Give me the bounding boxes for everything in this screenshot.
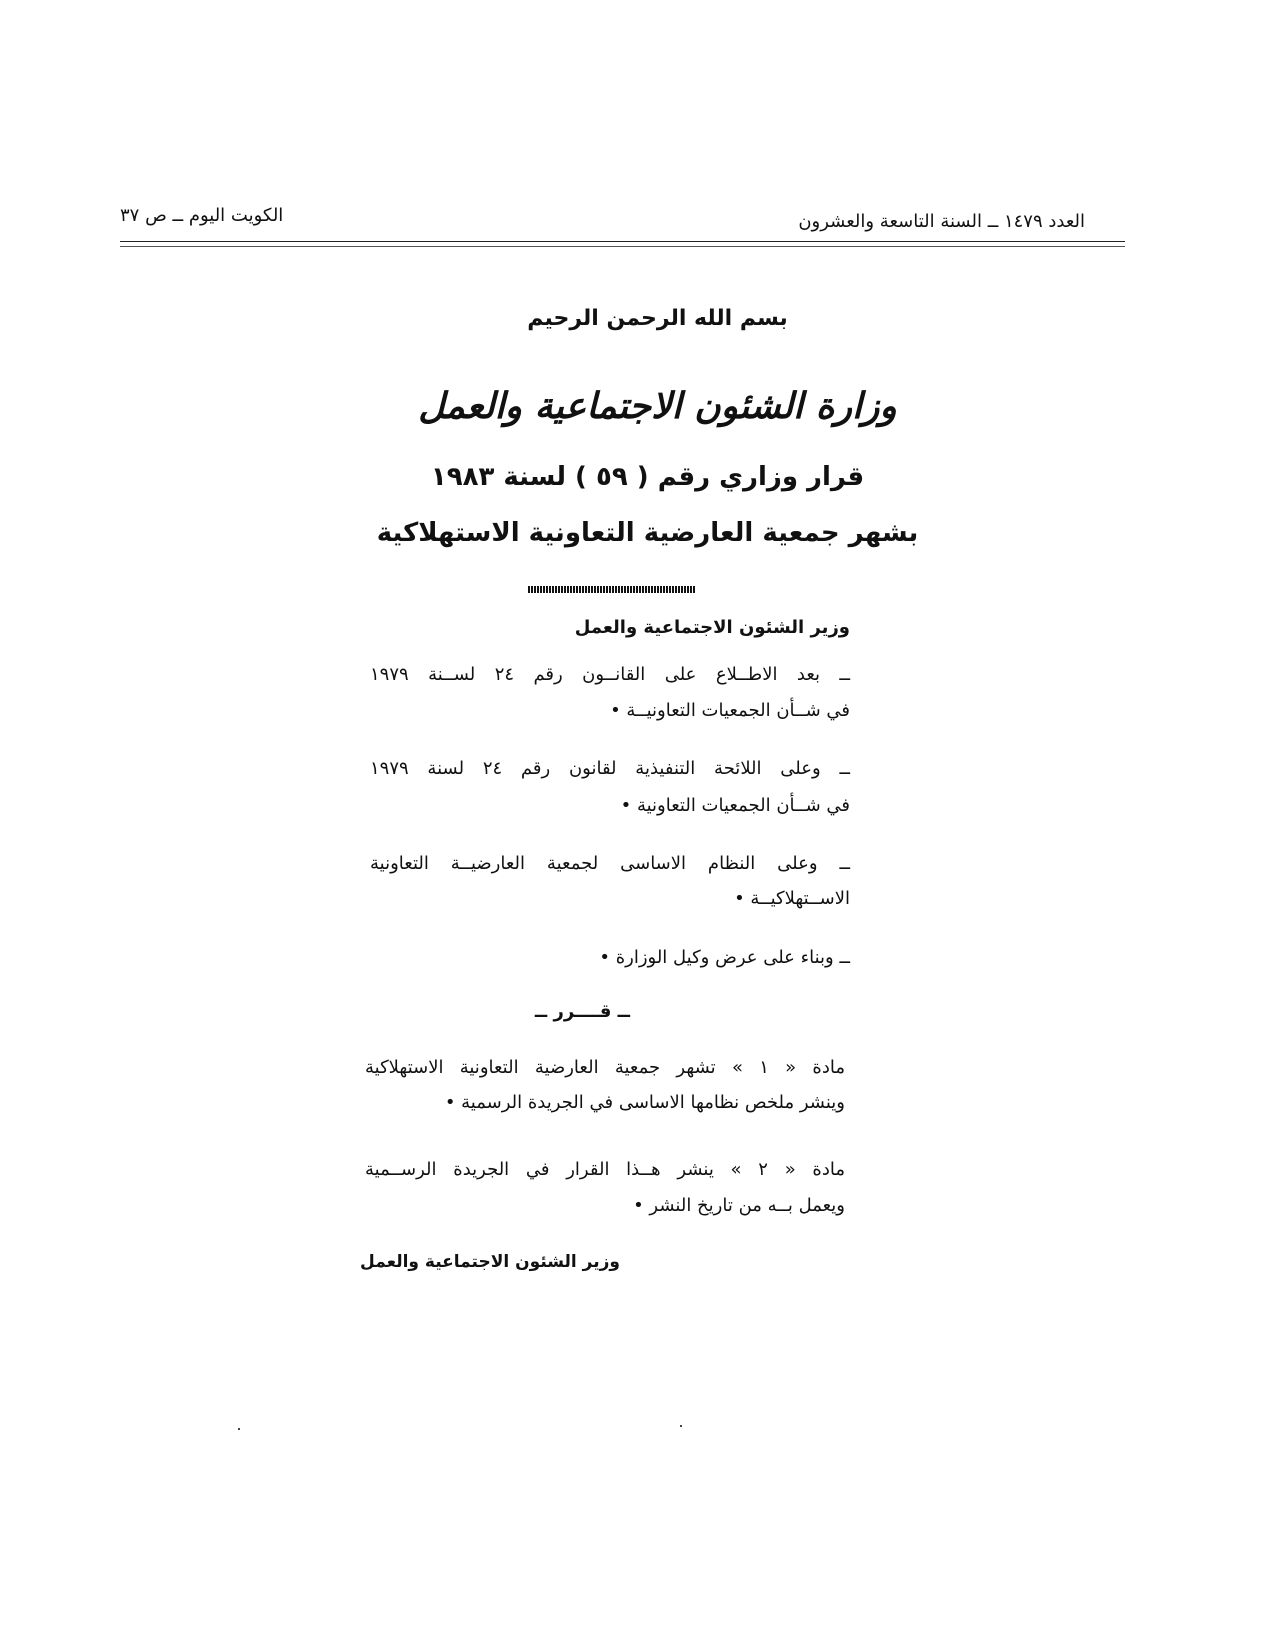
consideration-line: ــ وبناء على عرض وكيل الوزارة •: [599, 947, 850, 968]
consideration-line: ــ بعد الاطــلاع على القانــون رقم ٢٤ لســنة ١٩٧٩: [370, 664, 850, 685]
basmala: بسم الله الرحمن الرحيم: [527, 306, 788, 331]
consideration-line: في شــأن الجمعيات التعاونيــة •: [610, 700, 850, 721]
article-line: وينشر ملخص نظامها الاساسى في الجريدة الرسمية •: [444, 1092, 845, 1113]
decision-title: قرار وزاري رقم ( ٥٩ ) لسنة ١٩٨٣: [430, 462, 865, 492]
consideration-line: الاســتهلاكيــة •: [734, 888, 850, 909]
header-rule-thin: [120, 246, 1125, 247]
ornament-divider: [528, 586, 696, 593]
minister-heading: وزير الشئون الاجتماعية والعمل: [574, 617, 850, 638]
page-reference: الكويت اليوم ــ ص ٣٧: [120, 205, 284, 226]
consideration-line: ــ وعلى النظام الاساسى لجمعية العارضيــة التعاونية: [370, 853, 850, 874]
consideration-line: في شــأن الجمعيات التعاونية •: [620, 795, 850, 816]
scan-speck: [238, 1428, 240, 1430]
ministry-logo: وزارة الشئون الاجتماعية والعمل: [418, 385, 897, 427]
header-rule: [120, 241, 1125, 242]
decides-heading: ــ قــــرر ــ: [534, 1001, 630, 1022]
consideration-line: ــ وعلى اللائحة التنفيذية لقانون رقم ٢٤ لسنة ١٩٧٩: [370, 758, 850, 779]
decision-subject: بشهر جمعية العارضية التعاونية الاستهلاكية: [376, 518, 919, 548]
issue-info: العدد ١٤٧٩ ــ السنة التاسعة والعشرون: [798, 211, 1085, 232]
article-line: مادة « ٢ » ينشر هــذا القرار في الجريدة الرســمية: [365, 1159, 846, 1180]
article-line: ويعمل بــه من تاريخ النشر •: [633, 1195, 845, 1216]
scan-speck: [680, 1425, 682, 1427]
minister-signature: وزير الشئون الاجتماعية والعمل: [360, 1252, 620, 1272]
article-line: مادة « ١ » تشهر جمعية العارضية التعاونية الاستهلاكية: [365, 1057, 845, 1078]
